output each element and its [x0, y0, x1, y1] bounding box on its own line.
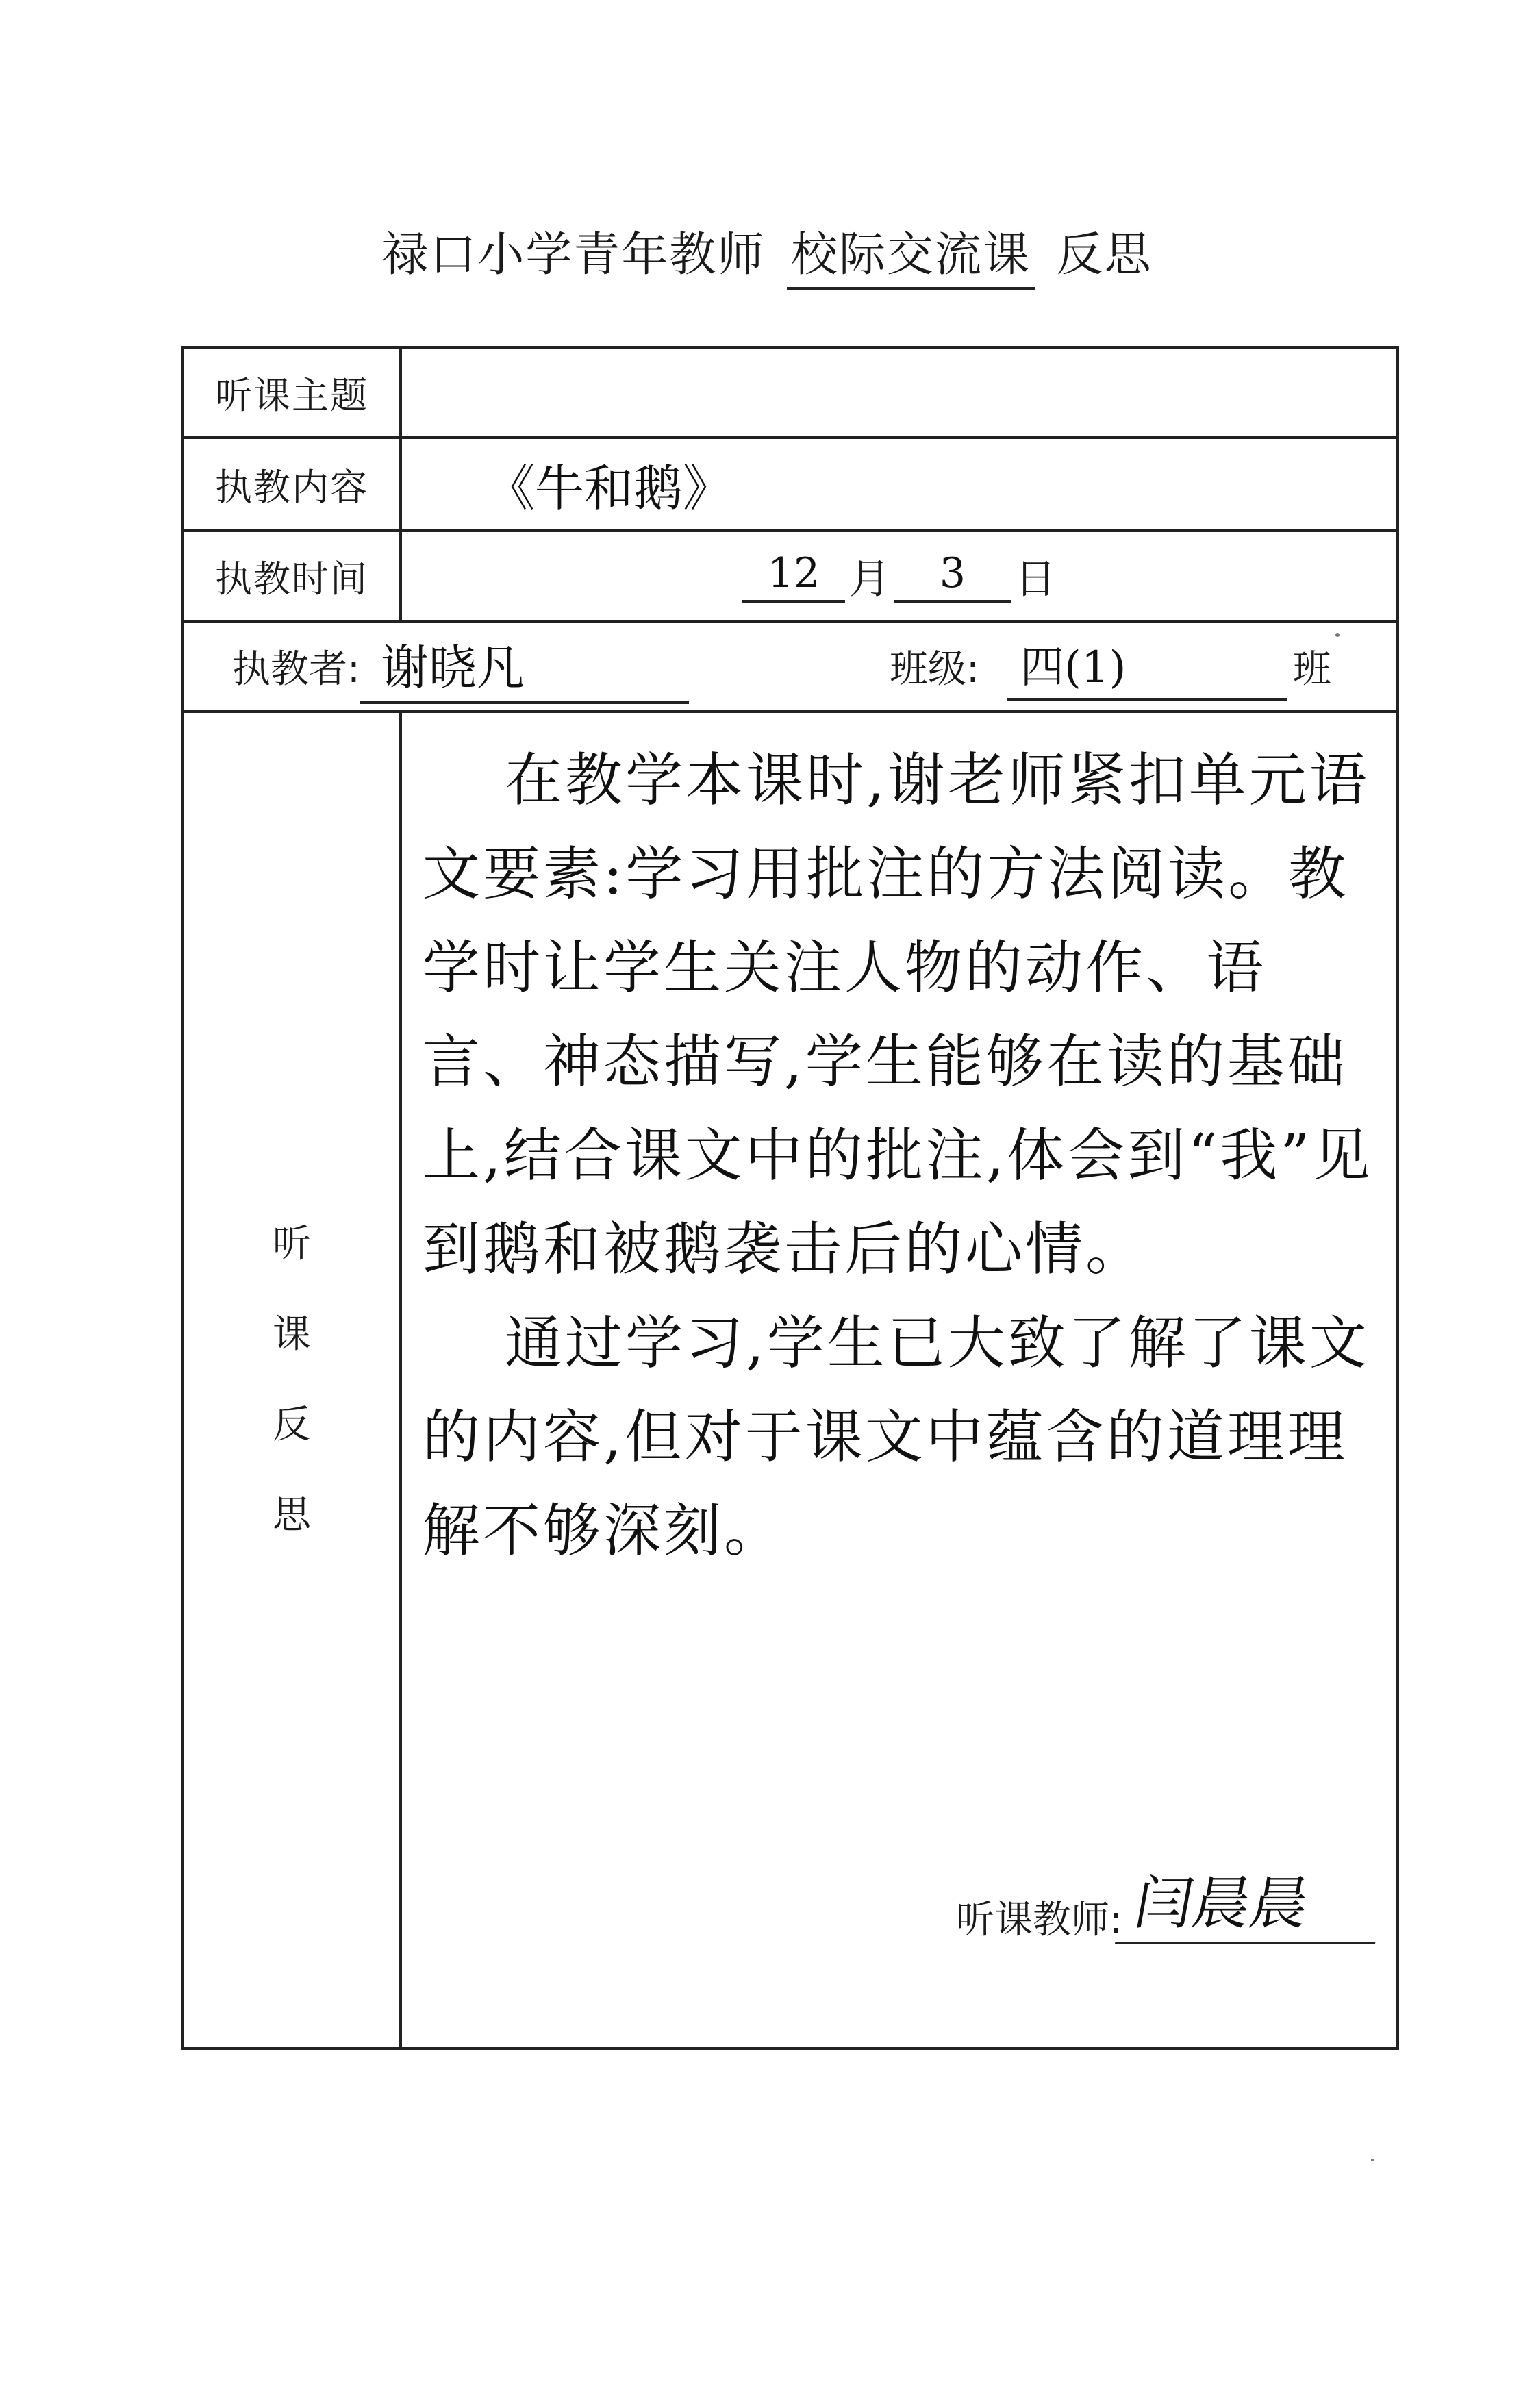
reflection-label-char: 反 — [273, 1403, 311, 1447]
title-prefix: 禄口小学青年教师 — [381, 228, 766, 282]
title-suffix: 反思 — [1056, 228, 1153, 282]
speck — [1335, 633, 1340, 637]
signer-field — [956, 1857, 1383, 1944]
reflection-label-char: 思 — [273, 1493, 311, 1538]
class-field — [890, 623, 1331, 710]
signer-signature: 闫晨晨 — [1115, 1857, 1390, 1944]
reflection-paragraph: 通过学习,学生已大致了解了课文的内容,但对于课文中蕴含的道理理解不够深刻。 — [423, 1309, 1370, 1564]
class-suffix: 班 — [1292, 647, 1331, 692]
time-value — [402, 532, 1396, 620]
time-day-label: 日 — [1015, 555, 1056, 603]
reflection-body — [402, 713, 1396, 2047]
topic-label: 听课主题 — [184, 349, 402, 436]
class-label: 班级: — [890, 647, 979, 692]
time-label: 执教时间 — [184, 532, 402, 620]
teacher-class-row — [184, 623, 1396, 713]
class-value: 四(1) — [1007, 632, 1287, 701]
reflection-label-char: 课 — [273, 1312, 311, 1357]
content-label: 执教内容 — [184, 439, 402, 529]
content-value: 《牛和鹅》 — [486, 460, 733, 517]
reflection-paragraph: 在教学本课时,谢老师紧扣单元语文要素:学习用批注的方法阅读。教学时让学生关注人物的动作、语言、神态描写,学生能够在读的基础上,结合课文中的批注,体会到“我”见到鹅和被鹅袭击后的心情。 — [423, 747, 1373, 1283]
time-month-label: 月 — [849, 555, 890, 603]
reflection-label — [184, 713, 402, 2047]
reflection-label-char: 听 — [273, 1222, 311, 1266]
topic-row — [184, 349, 1396, 439]
signer-label: 听课教师: — [956, 1898, 1122, 1942]
time-day: 3 — [894, 549, 1011, 603]
speck — [1371, 2159, 1374, 2161]
time-month: 12 — [742, 549, 845, 603]
teacher-label: 执教者: — [232, 647, 360, 692]
reflection-row — [184, 713, 1396, 2047]
reflection-form — [181, 346, 1399, 2050]
content-row — [184, 439, 1396, 532]
title-course-type: 校际交流课 — [787, 218, 1035, 290]
teacher-value: 谢晓凡 — [360, 629, 689, 704]
teacher-field — [232, 623, 689, 710]
page-title — [0, 218, 1534, 290]
time-row — [184, 532, 1396, 623]
